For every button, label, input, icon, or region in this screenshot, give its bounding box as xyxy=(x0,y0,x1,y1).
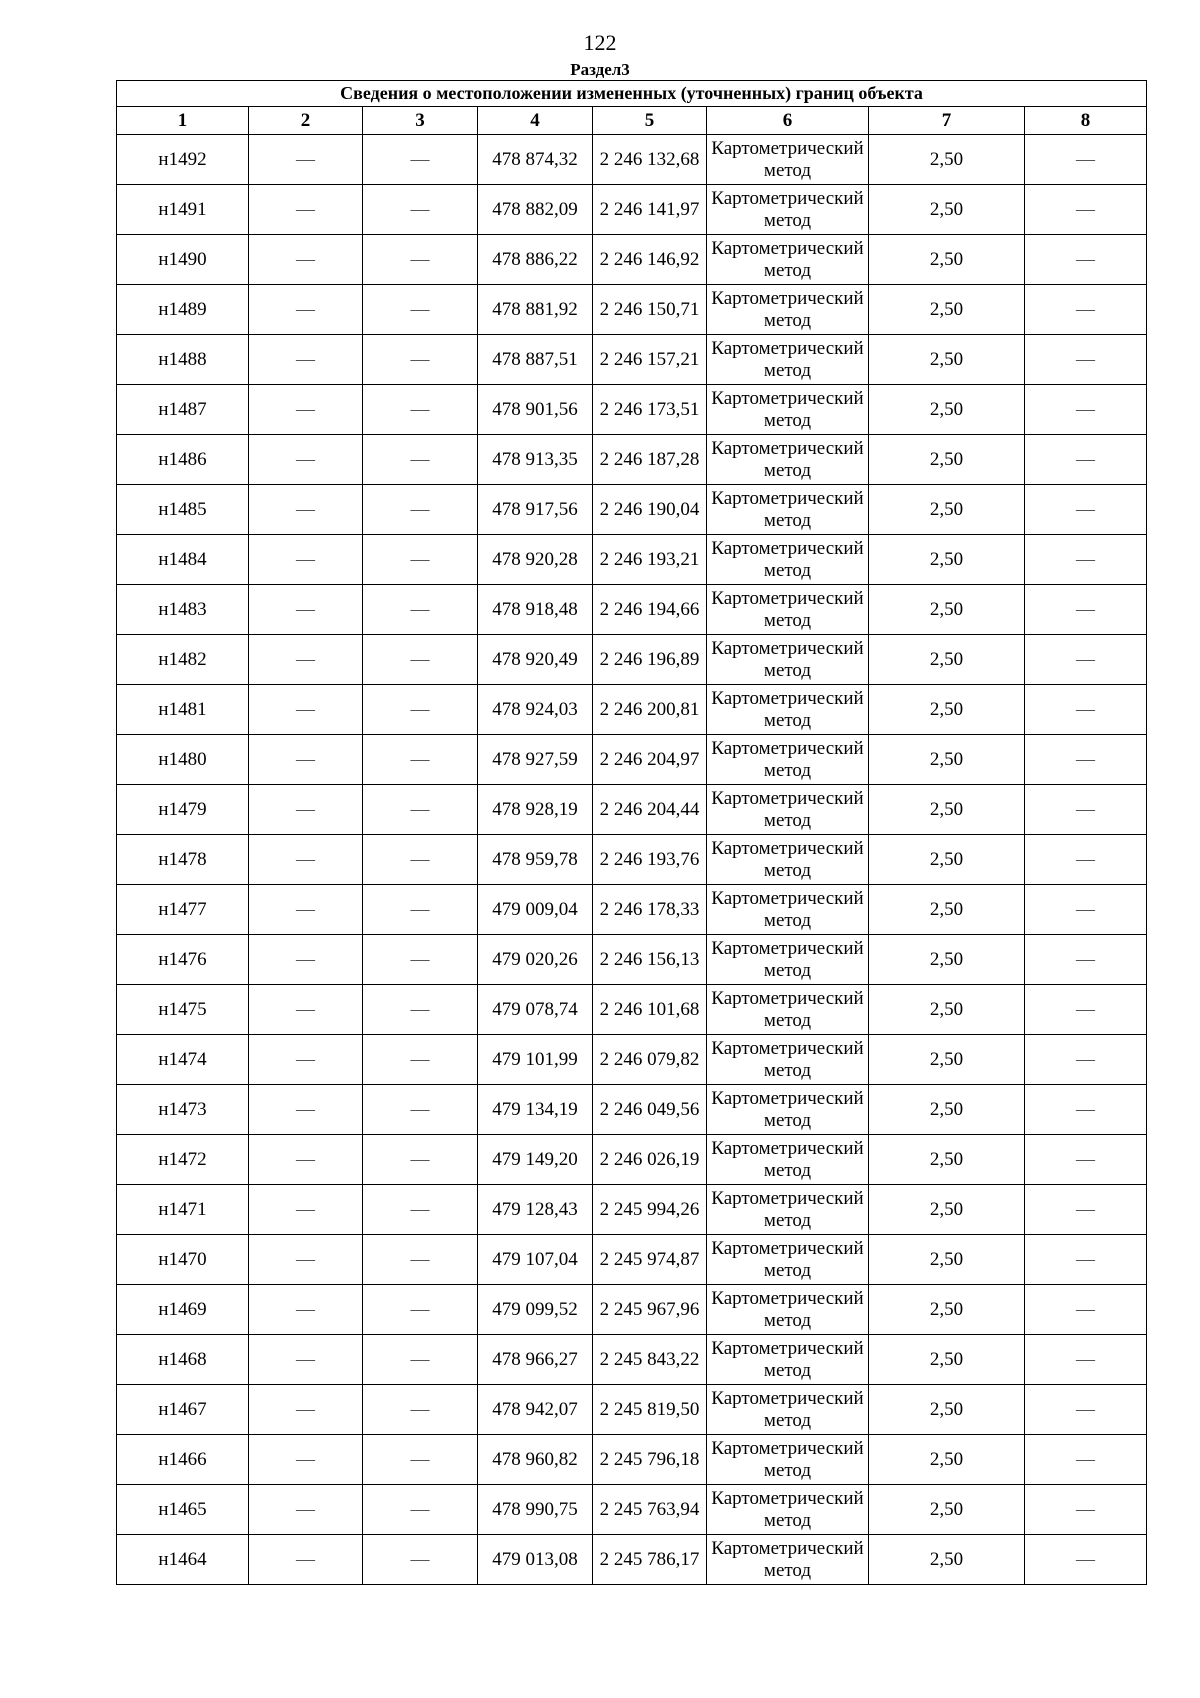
column-3-cell: — xyxy=(363,835,478,885)
point-id-cell: н1467 xyxy=(117,1385,249,1435)
column-3-cell: — xyxy=(363,1235,478,1285)
column-3-cell: — xyxy=(363,735,478,785)
method-cell: Картометрический метод xyxy=(707,1485,869,1535)
point-id-cell: н1486 xyxy=(117,435,249,485)
accuracy-cell: 2,50 xyxy=(869,135,1025,185)
column-number-row xyxy=(117,107,1147,135)
column-8-cell: — xyxy=(1025,1085,1147,1135)
column-2-cell: — xyxy=(249,1285,363,1335)
column-3-cell: — xyxy=(363,285,478,335)
column-8-cell: — xyxy=(1025,485,1147,535)
y-coordinate-cell: 2 246 200,81 xyxy=(593,685,707,735)
column-8-cell: — xyxy=(1025,535,1147,585)
point-id-cell: н1478 xyxy=(117,835,249,885)
x-coordinate-cell: 479 128,43 xyxy=(478,1185,593,1235)
method-cell: Картометрический метод xyxy=(707,285,869,335)
y-coordinate-cell: 2 246 204,44 xyxy=(593,785,707,835)
y-coordinate-cell: 2 245 786,17 xyxy=(593,1535,707,1585)
column-8-cell: — xyxy=(1025,335,1147,385)
column-8-cell: — xyxy=(1025,385,1147,435)
y-coordinate-cell: 2 246 156,13 xyxy=(593,935,707,985)
point-id-cell: н1472 xyxy=(117,1135,249,1185)
section-title: Раздел3 xyxy=(570,60,630,79)
method-cell: Картометрический метод xyxy=(707,735,869,785)
column-8-cell: — xyxy=(1025,1285,1147,1335)
accuracy-cell: 2,50 xyxy=(869,1085,1025,1135)
accuracy-cell: 2,50 xyxy=(869,435,1025,485)
accuracy-cell: 2,50 xyxy=(869,1235,1025,1285)
method-cell: Картометрический метод xyxy=(707,635,869,685)
column-3-cell: — xyxy=(363,385,478,435)
table-row xyxy=(117,185,1147,235)
column-3-cell: — xyxy=(363,985,478,1035)
accuracy-cell: 2,50 xyxy=(869,485,1025,535)
table-row xyxy=(117,135,1147,185)
table-row xyxy=(117,985,1147,1035)
accuracy-cell: 2,50 xyxy=(869,985,1025,1035)
point-id-cell: н1465 xyxy=(117,1485,249,1535)
table-row xyxy=(117,285,1147,335)
column-3-cell: — xyxy=(363,1435,478,1485)
x-coordinate-cell: 478 917,56 xyxy=(478,485,593,535)
table-row xyxy=(117,885,1147,935)
method-cell: Картометрический метод xyxy=(707,785,869,835)
x-coordinate-cell: 479 107,04 xyxy=(478,1235,593,1285)
method-cell: Картометрический метод xyxy=(707,1185,869,1235)
y-coordinate-cell: 2 245 974,87 xyxy=(593,1235,707,1285)
column-2-cell: — xyxy=(249,935,363,985)
x-coordinate-cell: 479 134,19 xyxy=(478,1085,593,1135)
page-number: 122 xyxy=(583,30,617,55)
column-2-cell: — xyxy=(249,385,363,435)
accuracy-cell: 2,50 xyxy=(869,1535,1025,1585)
column-2-cell: — xyxy=(249,785,363,835)
x-coordinate-cell: 478 942,07 xyxy=(478,1385,593,1435)
accuracy-cell: 2,50 xyxy=(869,935,1025,985)
accuracy-cell: 2,50 xyxy=(869,1335,1025,1385)
column-3-cell: — xyxy=(363,785,478,835)
accuracy-cell: 2,50 xyxy=(869,835,1025,885)
table-row xyxy=(117,535,1147,585)
method-cell: Картометрический метод xyxy=(707,885,869,935)
x-coordinate-cell: 479 149,20 xyxy=(478,1135,593,1185)
x-coordinate-cell: 478 886,22 xyxy=(478,235,593,285)
method-cell: Картометрический метод xyxy=(707,1335,869,1385)
column-3-cell: — xyxy=(363,1185,478,1235)
method-cell: Картометрический метод xyxy=(707,1385,869,1435)
column-2-cell: — xyxy=(249,585,363,635)
point-id-cell: н1469 xyxy=(117,1285,249,1335)
column-8-cell: — xyxy=(1025,1235,1147,1285)
column-8-cell: — xyxy=(1025,185,1147,235)
x-coordinate-cell: 478 901,56 xyxy=(478,385,593,435)
column-3-cell: — xyxy=(363,535,478,585)
method-cell: Картометрический метод xyxy=(707,985,869,1035)
x-coordinate-cell: 479 020,26 xyxy=(478,935,593,985)
y-coordinate-cell: 2 246 049,56 xyxy=(593,1085,707,1135)
method-cell: Картометрический метод xyxy=(707,135,869,185)
column-8-cell: — xyxy=(1025,735,1147,785)
column-3-cell: — xyxy=(363,1285,478,1335)
x-coordinate-cell: 478 887,51 xyxy=(478,335,593,385)
point-id-cell: н1481 xyxy=(117,685,249,735)
method-cell: Картометрический метод xyxy=(707,1035,869,1085)
table-row xyxy=(117,835,1147,885)
column-2-cell: — xyxy=(249,1385,363,1435)
accuracy-cell: 2,50 xyxy=(869,1135,1025,1185)
y-coordinate-cell: 2 245 843,22 xyxy=(593,1335,707,1385)
method-cell: Картометрический метод xyxy=(707,1535,869,1585)
accuracy-cell: 2,50 xyxy=(869,685,1025,735)
method-cell: Картометрический метод xyxy=(707,185,869,235)
column-3-cell: — xyxy=(363,485,478,535)
table-row xyxy=(117,785,1147,835)
x-coordinate-cell: 478 966,27 xyxy=(478,1335,593,1385)
x-coordinate-cell: 478 918,48 xyxy=(478,585,593,635)
column-8-cell: — xyxy=(1025,1035,1147,1085)
column-2-cell: — xyxy=(249,1435,363,1485)
y-coordinate-cell: 2 246 204,97 xyxy=(593,735,707,785)
method-cell: Картометрический метод xyxy=(707,685,869,735)
column-2-cell: — xyxy=(249,1085,363,1135)
table-row xyxy=(117,1235,1147,1285)
column-8-cell: — xyxy=(1025,1385,1147,1435)
accuracy-cell: 2,50 xyxy=(869,235,1025,285)
column-8-cell: — xyxy=(1025,935,1147,985)
x-coordinate-cell: 478 959,78 xyxy=(478,835,593,885)
point-id-cell: н1477 xyxy=(117,885,249,935)
accuracy-cell: 2,50 xyxy=(869,335,1025,385)
table-body xyxy=(117,135,1147,1585)
x-coordinate-cell: 478 882,09 xyxy=(478,185,593,235)
accuracy-cell: 2,50 xyxy=(869,635,1025,685)
point-id-cell: н1480 xyxy=(117,735,249,785)
column-3-cell: — xyxy=(363,685,478,735)
column-3-cell: — xyxy=(363,1035,478,1085)
method-cell: Картометрический метод xyxy=(707,235,869,285)
method-cell: Картометрический метод xyxy=(707,1285,869,1335)
column-number: 7 xyxy=(869,107,1025,135)
y-coordinate-cell: 2 246 146,92 xyxy=(593,235,707,285)
column-8-cell: — xyxy=(1025,1535,1147,1585)
y-coordinate-cell: 2 246 026,19 xyxy=(593,1135,707,1185)
column-2-cell: — xyxy=(249,735,363,785)
accuracy-cell: 2,50 xyxy=(869,585,1025,635)
method-cell: Картометрический метод xyxy=(707,835,869,885)
x-coordinate-cell: 478 874,32 xyxy=(478,135,593,185)
column-8-cell: — xyxy=(1025,835,1147,885)
column-3-cell: — xyxy=(363,1335,478,1385)
column-2-cell: — xyxy=(249,1135,363,1185)
method-cell: Картометрический метод xyxy=(707,485,869,535)
column-2-cell: — xyxy=(249,435,363,485)
column-8-cell: — xyxy=(1025,285,1147,335)
column-2-cell: — xyxy=(249,285,363,335)
point-id-cell: н1490 xyxy=(117,235,249,285)
y-coordinate-cell: 2 246 079,82 xyxy=(593,1035,707,1085)
x-coordinate-cell: 478 990,75 xyxy=(478,1485,593,1535)
x-coordinate-cell: 478 960,82 xyxy=(478,1435,593,1485)
column-2-cell: — xyxy=(249,185,363,235)
column-3-cell: — xyxy=(363,435,478,485)
column-2-cell: — xyxy=(249,1485,363,1535)
x-coordinate-cell: 479 101,99 xyxy=(478,1035,593,1085)
table-row xyxy=(117,585,1147,635)
column-3-cell: — xyxy=(363,1485,478,1535)
column-8-cell: — xyxy=(1025,985,1147,1035)
y-coordinate-cell: 2 246 157,21 xyxy=(593,335,707,385)
column-3-cell: — xyxy=(363,635,478,685)
table-row xyxy=(117,735,1147,785)
x-coordinate-cell: 478 920,49 xyxy=(478,635,593,685)
method-cell: Картометрический метод xyxy=(707,335,869,385)
column-2-cell: — xyxy=(249,535,363,585)
method-cell: Картометрический метод xyxy=(707,535,869,585)
column-2-cell: — xyxy=(249,1535,363,1585)
x-coordinate-cell: 479 009,04 xyxy=(478,885,593,935)
point-id-cell: н1474 xyxy=(117,1035,249,1085)
column-2-cell: — xyxy=(249,1185,363,1235)
column-2-cell: — xyxy=(249,985,363,1035)
column-2-cell: — xyxy=(249,885,363,935)
column-2-cell: — xyxy=(249,1235,363,1285)
x-coordinate-cell: 478 881,92 xyxy=(478,285,593,335)
point-id-cell: н1470 xyxy=(117,1235,249,1285)
column-3-cell: — xyxy=(363,585,478,635)
table-row xyxy=(117,1035,1147,1085)
column-number: 8 xyxy=(1025,107,1147,135)
table-row xyxy=(117,635,1147,685)
accuracy-cell: 2,50 xyxy=(869,1385,1025,1435)
column-8-cell: — xyxy=(1025,685,1147,735)
column-2-cell: — xyxy=(249,485,363,535)
point-id-cell: н1473 xyxy=(117,1085,249,1135)
point-id-cell: н1471 xyxy=(117,1185,249,1235)
column-3-cell: — xyxy=(363,235,478,285)
x-coordinate-cell: 478 924,03 xyxy=(478,685,593,735)
column-2-cell: — xyxy=(249,1035,363,1085)
y-coordinate-cell: 2 246 178,33 xyxy=(593,885,707,935)
x-coordinate-cell: 479 099,52 xyxy=(478,1285,593,1335)
column-3-cell: — xyxy=(363,1085,478,1135)
x-coordinate-cell: 479 013,08 xyxy=(478,1535,593,1585)
method-cell: Картометрический метод xyxy=(707,935,869,985)
method-cell: Картометрический метод xyxy=(707,1235,869,1285)
method-cell: Картометрический метод xyxy=(707,1435,869,1485)
column-8-cell: — xyxy=(1025,1435,1147,1485)
table-row xyxy=(117,1285,1147,1335)
x-coordinate-cell: 478 927,59 xyxy=(478,735,593,785)
column-8-cell: — xyxy=(1025,435,1147,485)
table-row xyxy=(117,1435,1147,1485)
y-coordinate-cell: 2 246 132,68 xyxy=(593,135,707,185)
accuracy-cell: 2,50 xyxy=(869,1285,1025,1335)
method-cell: Картометрический метод xyxy=(707,435,869,485)
column-2-cell: — xyxy=(249,635,363,685)
x-coordinate-cell: 479 078,74 xyxy=(478,985,593,1035)
table-row xyxy=(117,1135,1147,1185)
table-caption-row xyxy=(117,81,1147,107)
point-id-cell: н1482 xyxy=(117,635,249,685)
y-coordinate-cell: 2 245 967,96 xyxy=(593,1285,707,1335)
point-id-cell: н1492 xyxy=(117,135,249,185)
column-3-cell: — xyxy=(363,135,478,185)
column-8-cell: — xyxy=(1025,235,1147,285)
y-coordinate-cell: 2 246 194,66 xyxy=(593,585,707,635)
y-coordinate-cell: 2 246 187,28 xyxy=(593,435,707,485)
column-2-cell: — xyxy=(249,1335,363,1385)
table-row xyxy=(117,685,1147,735)
point-id-cell: н1468 xyxy=(117,1335,249,1385)
boundary-coordinates-table xyxy=(116,80,1147,1585)
accuracy-cell: 2,50 xyxy=(869,285,1025,335)
column-8-cell: — xyxy=(1025,585,1147,635)
x-coordinate-cell: 478 928,19 xyxy=(478,785,593,835)
method-cell: Картометрический метод xyxy=(707,385,869,435)
column-8-cell: — xyxy=(1025,1185,1147,1235)
y-coordinate-cell: 2 246 150,71 xyxy=(593,285,707,335)
point-id-cell: н1476 xyxy=(117,935,249,985)
y-coordinate-cell: 2 246 141,97 xyxy=(593,185,707,235)
column-number: 2 xyxy=(249,107,363,135)
x-coordinate-cell: 478 920,28 xyxy=(478,535,593,585)
column-8-cell: — xyxy=(1025,135,1147,185)
table-row xyxy=(117,335,1147,385)
table-row xyxy=(117,1335,1147,1385)
column-3-cell: — xyxy=(363,1135,478,1185)
table-row xyxy=(117,1185,1147,1235)
column-2-cell: — xyxy=(249,135,363,185)
column-2-cell: — xyxy=(249,335,363,385)
table-caption: Сведения о местоположении измененных (уточненных) границ объекта xyxy=(117,81,1147,107)
y-coordinate-cell: 2 245 819,50 xyxy=(593,1385,707,1435)
accuracy-cell: 2,50 xyxy=(869,1485,1025,1535)
column-3-cell: — xyxy=(363,185,478,235)
point-id-cell: н1488 xyxy=(117,335,249,385)
accuracy-cell: 2,50 xyxy=(869,735,1025,785)
y-coordinate-cell: 2 245 994,26 xyxy=(593,1185,707,1235)
point-id-cell: н1464 xyxy=(117,1535,249,1585)
column-3-cell: — xyxy=(363,1535,478,1585)
column-8-cell: — xyxy=(1025,885,1147,935)
column-3-cell: — xyxy=(363,885,478,935)
table-row xyxy=(117,435,1147,485)
y-coordinate-cell: 2 246 196,89 xyxy=(593,635,707,685)
column-8-cell: — xyxy=(1025,1135,1147,1185)
y-coordinate-cell: 2 246 101,68 xyxy=(593,985,707,1035)
y-coordinate-cell: 2 246 173,51 xyxy=(593,385,707,435)
column-8-cell: — xyxy=(1025,635,1147,685)
method-cell: Картометрический метод xyxy=(707,585,869,635)
point-id-cell: н1485 xyxy=(117,485,249,535)
column-number: 6 xyxy=(707,107,869,135)
point-id-cell: н1475 xyxy=(117,985,249,1035)
point-id-cell: н1484 xyxy=(117,535,249,585)
column-8-cell: — xyxy=(1025,1485,1147,1535)
point-id-cell: н1479 xyxy=(117,785,249,835)
column-2-cell: — xyxy=(249,235,363,285)
column-2-cell: — xyxy=(249,685,363,735)
accuracy-cell: 2,50 xyxy=(869,385,1025,435)
table-row xyxy=(117,1085,1147,1135)
point-id-cell: н1491 xyxy=(117,185,249,235)
column-3-cell: — xyxy=(363,935,478,985)
table-row xyxy=(117,1535,1147,1585)
accuracy-cell: 2,50 xyxy=(869,1035,1025,1085)
point-id-cell: н1466 xyxy=(117,1435,249,1485)
table-row xyxy=(117,485,1147,535)
accuracy-cell: 2,50 xyxy=(869,1435,1025,1485)
y-coordinate-cell: 2 246 190,04 xyxy=(593,485,707,535)
column-3-cell: — xyxy=(363,335,478,385)
point-id-cell: н1487 xyxy=(117,385,249,435)
column-2-cell: — xyxy=(249,835,363,885)
column-8-cell: — xyxy=(1025,785,1147,835)
accuracy-cell: 2,50 xyxy=(869,535,1025,585)
accuracy-cell: 2,50 xyxy=(869,885,1025,935)
y-coordinate-cell: 2 245 796,18 xyxy=(593,1435,707,1485)
column-number: 4 xyxy=(478,107,593,135)
point-id-cell: н1489 xyxy=(117,285,249,335)
table-row xyxy=(117,235,1147,285)
column-number: 3 xyxy=(363,107,478,135)
table-row xyxy=(117,1385,1147,1435)
accuracy-cell: 2,50 xyxy=(869,785,1025,835)
table-row xyxy=(117,1485,1147,1535)
accuracy-cell: 2,50 xyxy=(869,185,1025,235)
method-cell: Картометрический метод xyxy=(707,1085,869,1135)
column-3-cell: — xyxy=(363,1385,478,1435)
y-coordinate-cell: 2 245 763,94 xyxy=(593,1485,707,1535)
y-coordinate-cell: 2 246 193,21 xyxy=(593,535,707,585)
accuracy-cell: 2,50 xyxy=(869,1185,1025,1235)
column-number: 5 xyxy=(593,107,707,135)
method-cell: Картометрический метод xyxy=(707,1135,869,1185)
x-coordinate-cell: 478 913,35 xyxy=(478,435,593,485)
table-row xyxy=(117,935,1147,985)
y-coordinate-cell: 2 246 193,76 xyxy=(593,835,707,885)
table-row xyxy=(117,385,1147,435)
column-number: 1 xyxy=(117,107,249,135)
point-id-cell: н1483 xyxy=(117,585,249,635)
column-8-cell: — xyxy=(1025,1335,1147,1385)
